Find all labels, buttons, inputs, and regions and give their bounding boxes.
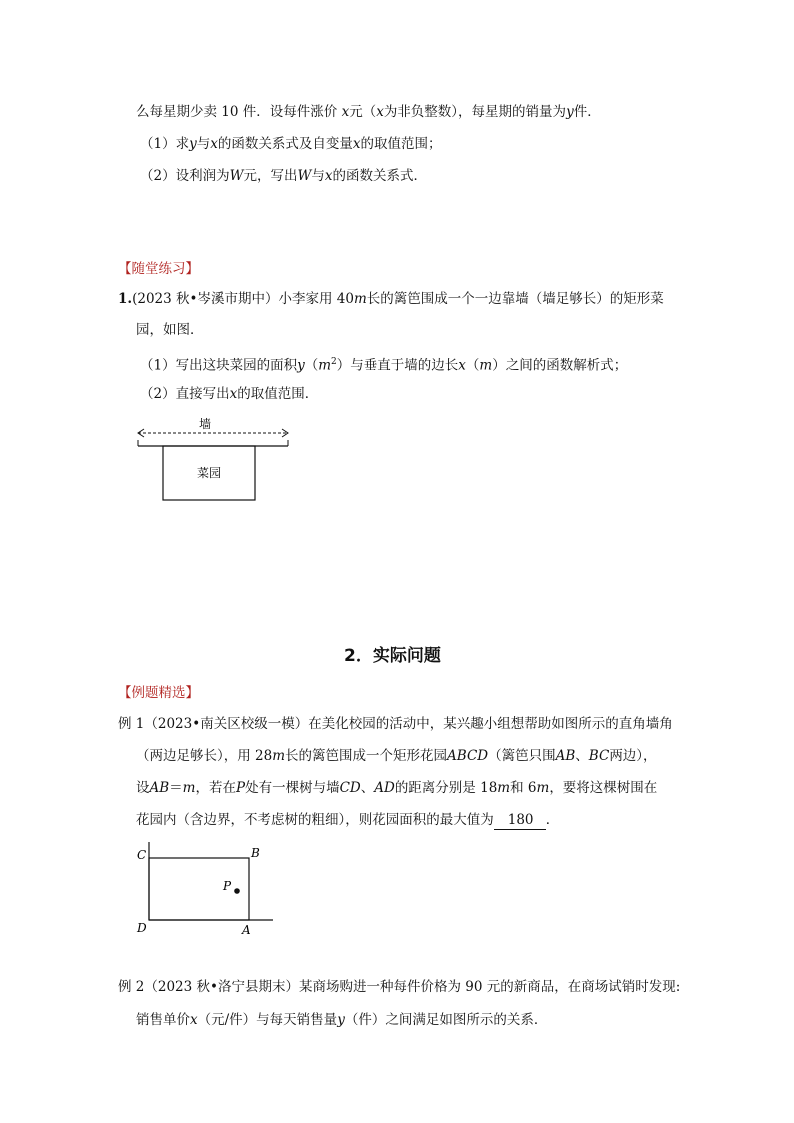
example-2-line-1: 例 2（2023 秋•洛宁县期末）某商场购进一种每件价格为 90 元的新商品，在商场试销时发现: bbox=[118, 979, 681, 995]
var-x: x bbox=[229, 386, 238, 402]
unit-m: m bbox=[479, 357, 493, 374]
var-ab: AB bbox=[555, 748, 576, 764]
text: （元/件）与每天销售量 bbox=[197, 1012, 338, 1028]
text: （1）写出这块菜园的面积 bbox=[140, 357, 298, 374]
var-x: x bbox=[324, 168, 333, 184]
practice-line-1 bbox=[118, 289, 664, 309]
text: 的函数关系式及自变量 bbox=[217, 136, 353, 152]
var-w: W bbox=[229, 168, 244, 184]
var-x: x bbox=[210, 136, 218, 152]
text: （件）之间满足如图所示的关系． bbox=[344, 1012, 548, 1028]
var-abcd: ABCD bbox=[447, 748, 489, 764]
text: （2）设利润为 bbox=[140, 168, 230, 184]
text: 花园内（含边界，不考虑树的粗细），则花园面积的最大值为 bbox=[136, 812, 494, 828]
var-x: x bbox=[190, 1012, 198, 1028]
text: （1）求 bbox=[140, 136, 190, 152]
text: 、 bbox=[360, 780, 375, 796]
section-title: 2．实际问题 bbox=[344, 646, 441, 666]
text: 、 bbox=[575, 748, 589, 764]
text: 的取值范围； bbox=[360, 136, 442, 152]
problem-question-2 bbox=[140, 166, 427, 186]
problem-question-1 bbox=[140, 134, 441, 154]
var-y: y bbox=[189, 136, 197, 152]
example-2-line-2 bbox=[136, 1010, 547, 1030]
unit-m: m bbox=[497, 780, 511, 796]
text: （2）直接写出 bbox=[140, 386, 230, 402]
var-cd: CD bbox=[339, 780, 361, 796]
label-p: P bbox=[223, 879, 232, 893]
text: 与 bbox=[311, 168, 325, 184]
problem-number: 1. bbox=[118, 291, 133, 307]
wall-label: 墙 bbox=[198, 417, 212, 431]
unit-m: m bbox=[353, 291, 367, 307]
superscript-2: 2 bbox=[331, 357, 337, 367]
text: 销售单价 bbox=[136, 1012, 190, 1028]
text: 设 bbox=[136, 780, 150, 796]
practice-tag: 【随堂练习】 bbox=[118, 261, 199, 277]
text: 的距离分别是 18 bbox=[394, 780, 498, 796]
corner-garden-figure bbox=[130, 840, 280, 938]
text: 长的篱笆围成一个一边靠墙（墙足够长）的矩形菜 bbox=[366, 291, 664, 307]
practice-question-2 bbox=[140, 384, 318, 404]
unit-m: m bbox=[536, 780, 550, 796]
unit-m: m bbox=[272, 748, 286, 764]
garden-wall-figure bbox=[130, 412, 300, 508]
text: 与 bbox=[196, 136, 211, 152]
var-ad: AD bbox=[374, 780, 395, 796]
tree-point-p bbox=[234, 888, 240, 894]
text: (2023 秋•岑溪市期中）小李家用 40 bbox=[132, 291, 354, 307]
practice-line-2: 园，如图． bbox=[136, 322, 204, 338]
examples-tag: 【例题精选】 bbox=[118, 685, 199, 701]
text: （篱笆只围 bbox=[488, 748, 556, 764]
text: 件． bbox=[573, 104, 601, 120]
var-w: W bbox=[297, 168, 312, 184]
text: （两边足够长），用 28 bbox=[136, 748, 273, 764]
problem-intro-line bbox=[136, 102, 601, 122]
answer-blank: 180 bbox=[494, 812, 546, 830]
example-1-line-3 bbox=[136, 778, 657, 798]
text: 长的篱笆围成一个矩形花园 bbox=[285, 748, 448, 764]
var-x: x bbox=[376, 104, 384, 120]
text: 的函数关系式． bbox=[332, 168, 427, 184]
var-x: x bbox=[352, 136, 361, 152]
garden-abcd-rect bbox=[149, 858, 249, 920]
label-b: B bbox=[251, 846, 260, 860]
text: ）与垂直于墙的边长 bbox=[336, 357, 459, 374]
text: ． bbox=[545, 812, 560, 828]
text: 元（ bbox=[349, 104, 377, 120]
var-x: x bbox=[341, 104, 350, 120]
text: 两边）， bbox=[609, 748, 657, 764]
text: 和 6 bbox=[510, 780, 537, 796]
text: 的取值范围． bbox=[237, 386, 319, 402]
example-1-line-4 bbox=[136, 810, 559, 830]
text: ＝ bbox=[169, 780, 183, 796]
var-y: y bbox=[297, 357, 305, 374]
var-m: m bbox=[182, 780, 196, 796]
text: ）之间的函数解析式； bbox=[492, 357, 628, 374]
text: ，要将这棵树围在 bbox=[549, 780, 658, 796]
label-c: C bbox=[137, 848, 147, 862]
text: 为非负整数），每星期的销量为 bbox=[383, 104, 567, 120]
practice-question-1 bbox=[140, 352, 627, 376]
text: （ bbox=[465, 357, 480, 374]
var-ab: AB bbox=[149, 780, 170, 796]
var-p: P bbox=[235, 780, 246, 796]
text: 么每星期少卖 10 件．设每件涨价 bbox=[136, 104, 342, 120]
label-d: D bbox=[137, 921, 147, 935]
garden-label: 菜园 bbox=[196, 466, 222, 480]
var-x: x bbox=[458, 357, 466, 374]
var-y: y bbox=[337, 1012, 345, 1028]
example-1-line-2 bbox=[136, 746, 657, 766]
text: （ bbox=[304, 357, 319, 374]
text: 元，写出 bbox=[243, 168, 298, 184]
text: ，若在 bbox=[195, 780, 236, 796]
label-a: A bbox=[242, 923, 251, 937]
example-1-line-1: 例 1（2023•南关区校级一模）在美化校园的活动中，某兴趣小组想帮助如图所示的直角墙角 bbox=[118, 716, 673, 732]
var-y: y bbox=[566, 104, 574, 120]
unit-m: m bbox=[318, 357, 332, 374]
var-bc: BC bbox=[588, 748, 610, 764]
text: 处有一棵树与墙 bbox=[245, 780, 340, 796]
